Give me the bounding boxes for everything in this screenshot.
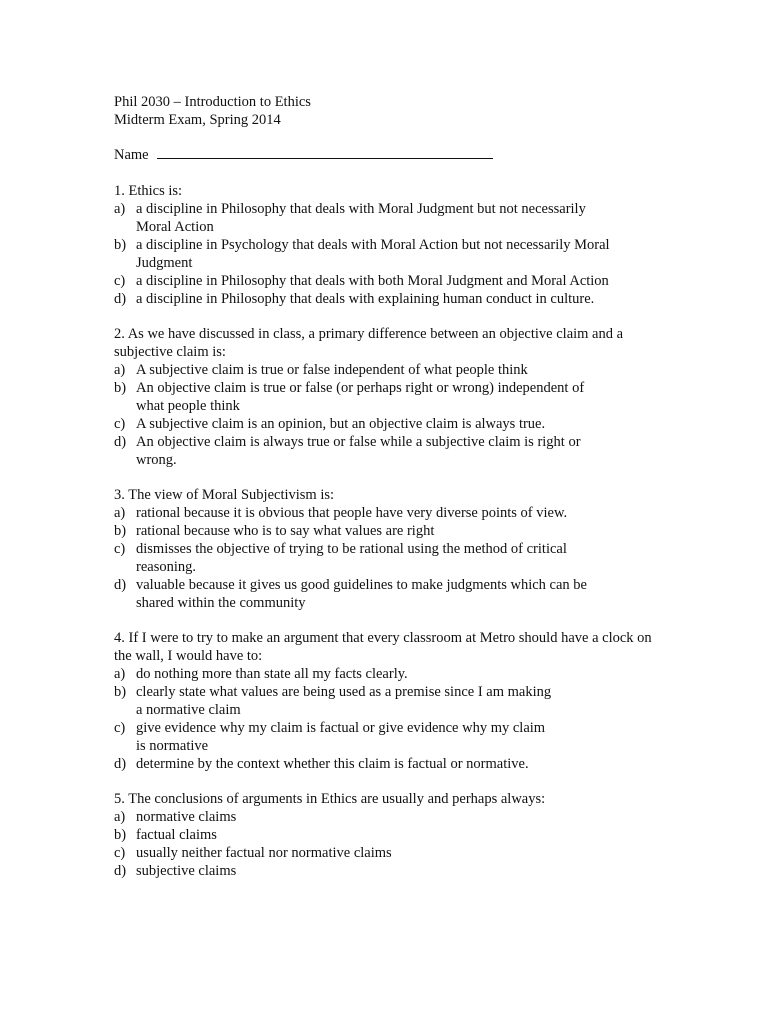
options-list (114, 200, 612, 308)
options-list (114, 504, 614, 612)
option-b (114, 379, 614, 415)
question-stem: 4. If I were to try to make an argument that every classroom at Metro should have a clock on the wall, I would have to: (114, 630, 652, 664)
option-a (114, 200, 612, 236)
option-letter: a) (114, 809, 126, 825)
option-text: a discipline in Psychology that deals with Moral Action but not necessarily Moral Judgment (136, 237, 610, 271)
option-text: dismisses the objective of trying to be rational using the method of critical reasoning. (136, 541, 567, 575)
course-title: Phil 2030 – Introduction to Ethics (114, 94, 311, 110)
exam-header (114, 93, 659, 129)
option-letter: d) (114, 756, 127, 772)
option-a (114, 808, 659, 826)
option-letter: b) (114, 827, 127, 843)
option-d (114, 862, 659, 880)
option-d (114, 290, 612, 308)
option-letter: a) (114, 201, 126, 217)
option-letter: d) (114, 577, 127, 593)
option-text: An objective claim is true or false (or perhaps right or wrong) independent of what people think (136, 380, 585, 414)
option-letter: c) (114, 541, 126, 557)
option-text: valuable because it gives us good guidelines to make judgments which can be shared within the community (136, 577, 587, 611)
option-b (114, 522, 614, 540)
option-text: rational because it is obvious that people have very diverse points of view. (136, 505, 568, 521)
option-d (114, 576, 614, 612)
options-list (114, 361, 614, 469)
option-text: a discipline in Philosophy that deals with Moral Judgment but not necessarily Moral Action (136, 201, 586, 235)
option-letter: d) (114, 291, 127, 307)
exam-title: Midterm Exam, Spring 2014 (114, 112, 281, 128)
question-5 (114, 790, 659, 880)
question-stem: 1. Ethics is: (114, 183, 183, 199)
option-text: usually neither factual nor normative claims (136, 845, 392, 861)
option-letter: a) (114, 666, 126, 682)
option-a (114, 361, 614, 379)
options-list (114, 808, 659, 880)
option-text: normative claims (136, 809, 237, 825)
options-list (114, 665, 558, 773)
option-c (114, 272, 612, 290)
option-b (114, 236, 612, 272)
option-letter: c) (114, 273, 126, 289)
option-d (114, 433, 614, 469)
question-stem: 2. As we have discussed in class, a primary difference between an objective claim and a subjective claim is: (114, 326, 624, 360)
option-text: determine by the context whether this claim is factual or normative. (136, 756, 529, 772)
option-c (114, 415, 614, 433)
question-1 (114, 182, 659, 308)
option-d (114, 755, 558, 773)
option-a (114, 665, 558, 683)
option-c (114, 719, 558, 755)
option-text: A subjective claim is true or false independent of what people think (136, 362, 528, 378)
exam-page (114, 93, 659, 897)
option-letter: d) (114, 863, 127, 879)
option-text: rational because who is to say what values are right (136, 523, 435, 539)
option-letter: b) (114, 380, 127, 396)
option-text: An objective claim is always true or false while a subjective claim is right or wrong. (136, 434, 581, 468)
option-text: A subjective claim is an opinion, but an objective claim is always true. (136, 416, 546, 432)
option-letter: c) (114, 720, 126, 736)
name-blank-line[interactable] (157, 146, 493, 159)
name-field-row (114, 146, 659, 164)
option-letter: b) (114, 237, 127, 253)
option-text: give evidence why my claim is factual or give evidence why my claim is normative (136, 720, 546, 754)
question-4 (114, 629, 659, 773)
option-letter: c) (114, 845, 126, 861)
option-b (114, 826, 659, 844)
option-letter: a) (114, 505, 126, 521)
option-b (114, 683, 558, 719)
option-letter: b) (114, 523, 127, 539)
option-letter: c) (114, 416, 126, 432)
option-text: a discipline in Philosophy that deals with both Moral Judgment and Moral Action (136, 273, 609, 289)
option-text: factual claims (136, 827, 217, 843)
option-text: do nothing more than state all my facts clearly. (136, 666, 408, 682)
option-letter: d) (114, 434, 127, 450)
option-c (114, 540, 614, 576)
question-stem: 3. The view of Moral Subjectivism is: (114, 487, 335, 503)
option-a (114, 504, 614, 522)
option-letter: b) (114, 684, 127, 700)
question-3 (114, 486, 659, 612)
option-text: subjective claims (136, 863, 237, 879)
option-letter: a) (114, 362, 126, 378)
question-2 (114, 325, 659, 469)
option-text: a discipline in Philosophy that deals with explaining human conduct in culture. (136, 291, 595, 307)
option-text: clearly state what values are being used as a premise since I am making a normative claim (136, 684, 552, 718)
option-c (114, 844, 659, 862)
name-label: Name (114, 147, 149, 163)
question-stem: 5. The conclusions of arguments in Ethics are usually and perhaps always: (114, 791, 546, 807)
